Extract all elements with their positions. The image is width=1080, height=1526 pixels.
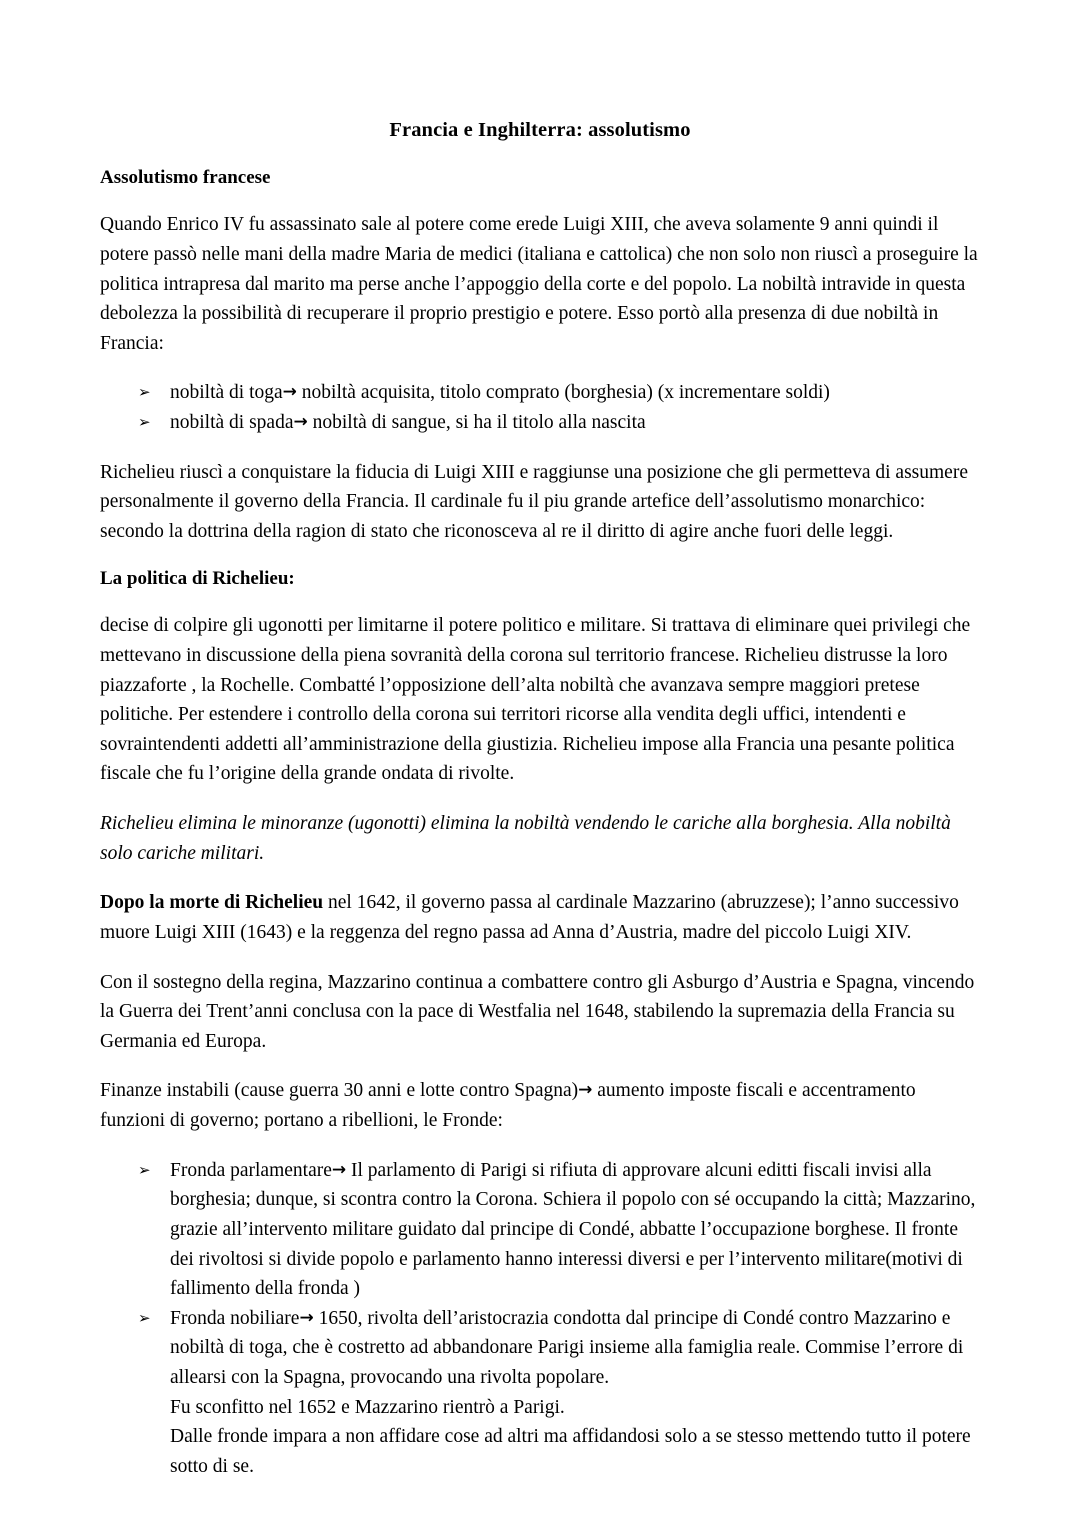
paragraph-richelieu-fiducia: Richelieu riuscì a conquistare la fiducia di Luigi XIII e raggiunse una posizione che gli permetteva di assumere personalmente il governo della Francia. Il cardinale fu il piu grande artefice dell’assolutismo monarchico: secondo la dottrina della ragion di stato che riconosceva al re il diritto di agire anche fuori delle leggi. — [100, 461, 968, 542]
list-item-text: Il parlamento di Parigi si rifiuta di approvare alcuni editti fiscali invisi alla borghesia; dunque, si scontra contro la Corona. Schiera il popolo con sé occupando la città; Mazzarino, grazie all’intervento militare guidato dal principe di Condé, abbatte l’occupazione borghese. Il fronte dei rivoltosi si divide popolo e parlamento hanno interessi diversi e per l’intervento militare(motivi di fallimento della fronda ) — [170, 1159, 976, 1300]
section-heading-assolutismo-francese: Assolutismo francese — [100, 166, 271, 188]
arrowhead-bullet-icon: ➢ — [138, 1308, 151, 1327]
paragraph-rest-text: nel 1642, il governo passa al cardinale Mazzarino (abruzzese); l’anno successivo muore Luigi XIII (1643) e la reggenza del regno passa ad Anna d’Austria, madre del piccolo Luigi XIV. — [100, 892, 959, 943]
list-item-text: nobiltà acquisita, titolo comprato (borghesia) (x incrementare soldi) — [296, 382, 830, 404]
paragraph-mazzarino-westfalia: Con il sostegno della regina, Mazzarino continua a combattere contro gli Asburgo d’Austria e Spagna, vincendo la Guerra dei Trent’anni conclusa con la pace di Westfalia nel 1648, stabilendo la supremazia della Francia su Germania ed Europa. — [100, 971, 975, 1052]
list-item — [100, 1156, 980, 1304]
arrowhead-bullet-icon: ➢ — [138, 383, 151, 402]
paragraph-finanze-instabili — [100, 1076, 980, 1135]
list-item-label: Fronda parlamentare — [170, 1159, 332, 1181]
arrowhead-bullet-icon: ➢ — [138, 1160, 151, 1179]
list-item-text: nobiltà di sangue, si ha il titolo alla nascita — [307, 412, 646, 434]
paragraph-enrico-iv: Quando Enrico IV fu assassinato sale al potere come erede Luigi XIII, che aveva solamente 9 anni quindi il potere passò nelle mani della madre Maria de medici (italiana e cattolica) che non solo non riuscì a proseguire la politica intrapresa dal marito ma perse anche l’appoggio della corte e del popolo. La nobiltà intravide in questa debolezza la possibilità di recuperare il proprio prestigio e potere. Esso portò alla presenza di due nobiltà in Francia: — [100, 214, 978, 354]
arrowhead-bullet-icon: ➢ — [138, 413, 151, 432]
page-title: Francia e Inghilterra: assolutismo — [389, 119, 691, 141]
paragraph-dopo-morte-richelieu — [100, 888, 980, 947]
right-arrow-icon: → — [578, 1080, 593, 1101]
list-item — [100, 408, 980, 438]
document-body — [100, 118, 980, 1502]
paragraph-lead-bold: Dopo la morte di Richelieu — [100, 892, 324, 914]
list-item-label: Fronda nobiliare — [170, 1307, 300, 1329]
list-item — [100, 1304, 980, 1482]
list-item-label: nobiltà di toga — [170, 382, 283, 404]
paragraph-politica-ugonotti: decise di colpire gli ugonotti per limitarne il potere politico e militare. Si trattava di eliminare quei privilegi che mettevano in discussione della piena sovranità della corona sul territorio francese. Richelieu distrusse la loro piazzaforte , la Rochelle. Combatté l’opposizione dell’alta nobiltà che avanzava sempre maggiori pretese politiche. Per estendere i controllo della corona sui territori ricorse alla vendita degli uffici, intendenti e sovraintendenti addetti all’amministrazione della giustizia. Richelieu impose alla Francia una pesante politica fiscale che fu l’origine della grande ondata di rivolte. — [100, 615, 971, 785]
list-item-label: nobiltà di spada — [170, 412, 294, 434]
list-item-text: 1650, rivolta dell’aristocrazia condotta dal principe di Condé contro Mazzarino e nobiltà di toga, che è costretto ad abbandonare Parigi insieme alla famiglia reale. Commise l’errore di allearsi con la Spagna, provocando una rivolta popolare. — [170, 1307, 964, 1388]
paragraph-before-arrow: Finanze instabili (cause guerra 30 anni e lotte contro Spagna) — [100, 1080, 579, 1102]
paragraph-sintesi-italic: Richelieu elimina le minoranze (ugonotti) elimina la nobiltà vendendo le cariche alla borghesia. Alla nobiltà solo cariche militari. — [100, 813, 951, 864]
list-due-nobilta — [100, 378, 980, 437]
list-item-extra-line: Fu sconfitto nel 1652 e Mazzarino rientrò a Parigi. — [170, 1396, 565, 1418]
paragraph-after-arrow: aumento imposte fiscali e accentramento funzioni di governo; portano a ribellioni, le Fronde: — [100, 1080, 916, 1131]
list-item-extra-line: Dalle fronde impara a non affidare cose ad altri ma affidandosi solo a se stesso mettendo tutto il potere sotto di se. — [170, 1426, 971, 1477]
list-fronde — [100, 1156, 980, 1482]
right-arrow-icon: → — [282, 382, 297, 403]
list-item — [100, 378, 980, 408]
right-arrow-icon: → — [331, 1159, 347, 1180]
section-heading-politica-richelieu: La politica di Richelieu: — [100, 567, 295, 589]
right-arrow-icon: → — [293, 412, 308, 433]
right-arrow-icon: → — [299, 1307, 314, 1328]
